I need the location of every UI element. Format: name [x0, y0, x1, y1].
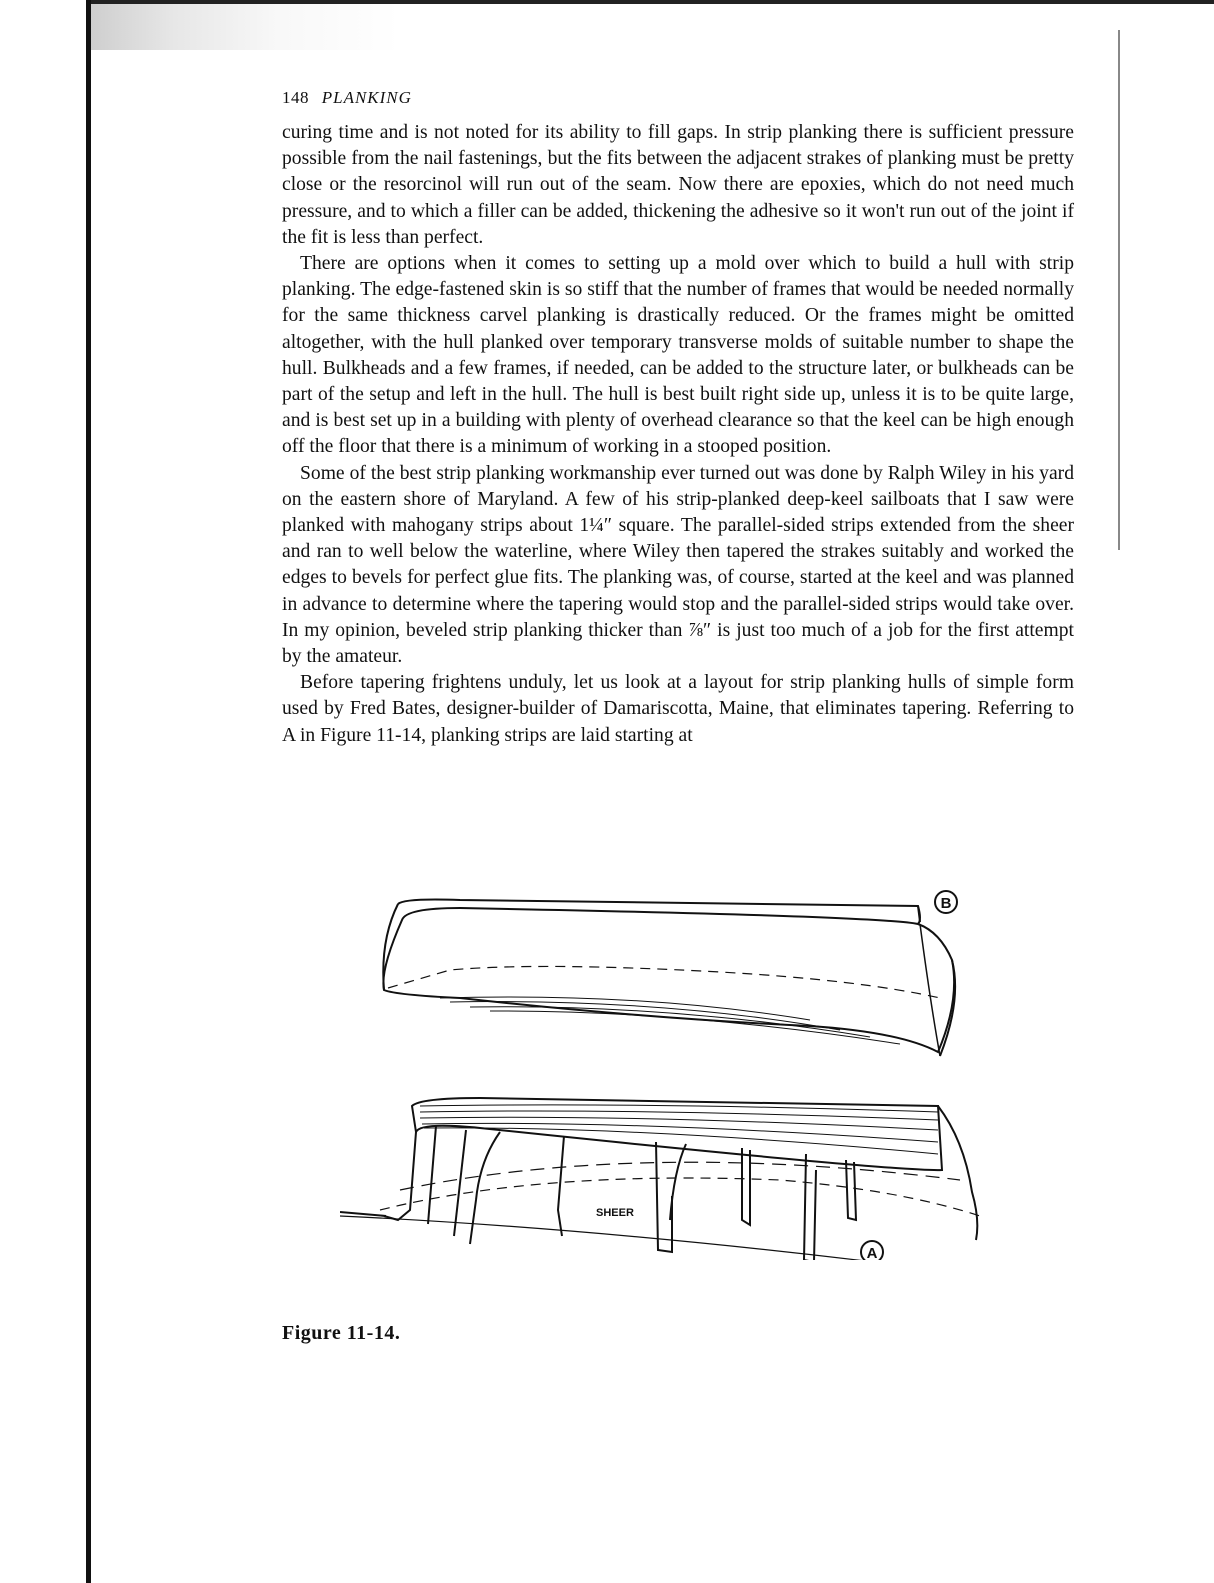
hull-illustration [340, 880, 1020, 1260]
figure-caption: Figure 11-14. [282, 1322, 401, 1344]
paragraph-1: curing time and is not noted for its ability to fill gaps. In strip planking there is sufficient pressure possible from the nail fastenings, but the fits between the adjacent strakes of planking must be pretty close or the resorcinol will run out of the seam. Now there are epoxies, which do not need much pressure, and to which a filler can be added, thickening the adhesive so it won't run out of the joint if the fit is less than perfect. [282, 122, 1074, 248]
running-head [282, 88, 1074, 110]
label-a: A [866, 1245, 878, 1260]
paragraph-3: Some of the best strip planking workmanship ever turned out was done by Ralph Wiley in his yard on the eastern shore of Maryland. A few of his strip-planked deep-keel sailboats that I saw were planked with mahogany strips about 1¼″ square. The parallel-sided strips extended from the sheer and ran to well below the waterline, where Wiley then tapered the strakes suitably and worked the edges to bevels for perfect glue fits. The planking was, of course, started at the keel and was planned in advance to determine where the tapering would stop and the parallel-sided strips would take over. In my opinion, beveled strip planking thicker than ⅞″ is just too much of a job for the first attempt by the amateur. [282, 462, 1074, 668]
hull-b-drawing [383, 900, 955, 1057]
paragraph-2: There are options when it comes to setting up a mold over which to build a hull with strip planking. The edge-fastened skin is so stiff that the number of frames that would be needed normally for the same thickness carvel planking is drastically reduced. Or the frames might be omitted altogether, with the hull planked over temporary transverse molds of suitable number to shape the hull. Bulkheads and a few frames, if needed, can be added to the structure later, or bulkheads can be part of the setup and left in the hull. The hull is best built right side up, unless it is to be quite large, and is best set up in a building with plenty of overhead clearance so that the keel can be high enough off the floor that there is a minimum of working in a stooped position. [282, 253, 1074, 458]
figure-11-14-drawing [340, 880, 1020, 1260]
label-b: B [940, 895, 952, 912]
paragraph-4: Before tapering frightens unduly, let us look at a layout for strip planking hulls of simple form used by Fred Bates, designer-builder of Damariscotta, Maine, that eliminates tapering. Referring to A in Figure 11-14, planking strips are laid starting at [282, 672, 1074, 746]
sheer-label: SHEER [596, 1207, 634, 1219]
hull-a-drawing [340, 1098, 1000, 1260]
section-title: PLANKING [321, 88, 412, 107]
page-number: 148 [282, 88, 309, 107]
scan-border-right [1118, 30, 1120, 550]
scan-border-left [86, 0, 91, 1583]
scan-shading [91, 4, 1121, 50]
label-b-marker [935, 891, 957, 913]
label-a-marker [861, 1241, 883, 1260]
page-text-block [282, 88, 1074, 749]
